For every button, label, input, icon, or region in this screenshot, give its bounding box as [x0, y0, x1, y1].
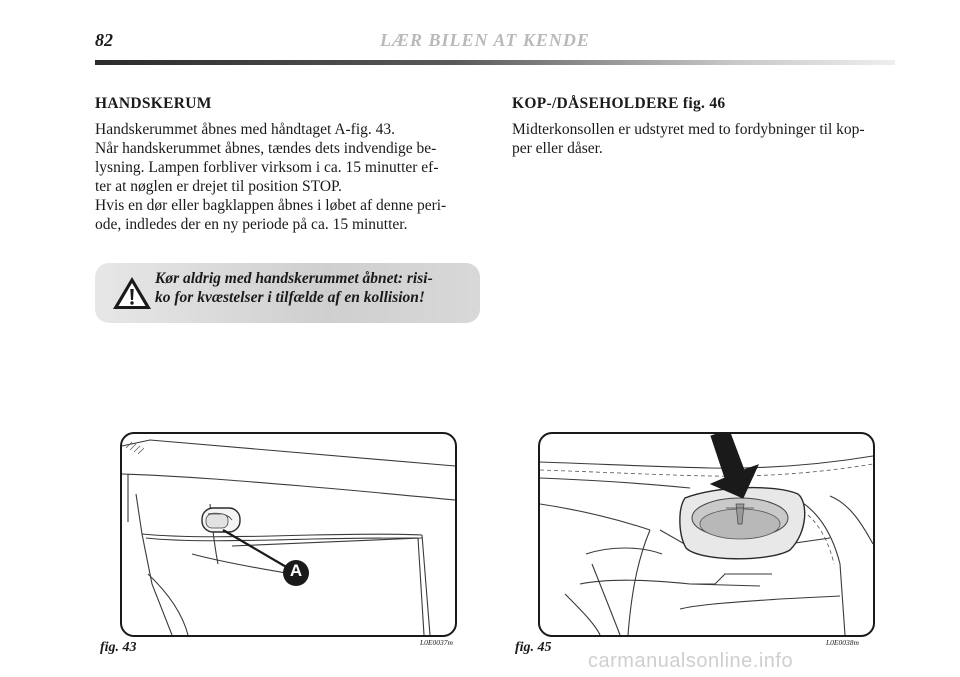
figure-cupholder-illustration: [538, 432, 875, 637]
figure-code: L0E0038m: [826, 638, 859, 647]
figure-code: L0E0037m: [420, 638, 453, 647]
figure-caption: fig. 45: [515, 640, 552, 655]
warning-text: Kør aldrig med handskerummet åbnet: risi- ko for kvæstelser i tilfælde af en kollision!: [155, 270, 433, 306]
glovebox-drawing: [122, 434, 455, 635]
cupholder-section: [512, 95, 902, 158]
header-rule: [95, 60, 895, 65]
site-watermark: carmanualsonline.info: [588, 650, 794, 672]
cupholder-drawing: [540, 434, 873, 635]
section-body-glovebox: Handskerummet åbnes med håndtaget A-fig. 43. Når handskerummet åbnes, tændes dets indvendige be- lysning. Lampen forbliver virksom i ca. 15 minutter ef- ter at nøglen er drejet til position STOP. Hvis en dør eller bagklappen åbnes i løbet af denne peri- ode, indledes der en ny periode på ca. 15 minutter.: [95, 121, 447, 233]
section-body-cupholder: Midterkonsollen er udstyret med to fordybninger til kop- per eller dåser.: [512, 121, 865, 157]
figure-caption: fig. 43: [100, 640, 137, 655]
warning-triangle-icon: [111, 275, 153, 311]
section-title-glovebox: HANDSKERUM: [95, 95, 212, 112]
section-title-cupholder: KOP-/DÅSEHOLDERE fig. 46: [512, 95, 726, 112]
page-number: 82: [95, 30, 113, 50]
warning-box: [95, 263, 480, 323]
glovebox-section: [95, 95, 485, 234]
figure-glovebox-illustration: [120, 432, 457, 637]
running-title: LÆR BILEN AT KENDE: [380, 30, 590, 50]
callout-label: A: [289, 561, 303, 580]
